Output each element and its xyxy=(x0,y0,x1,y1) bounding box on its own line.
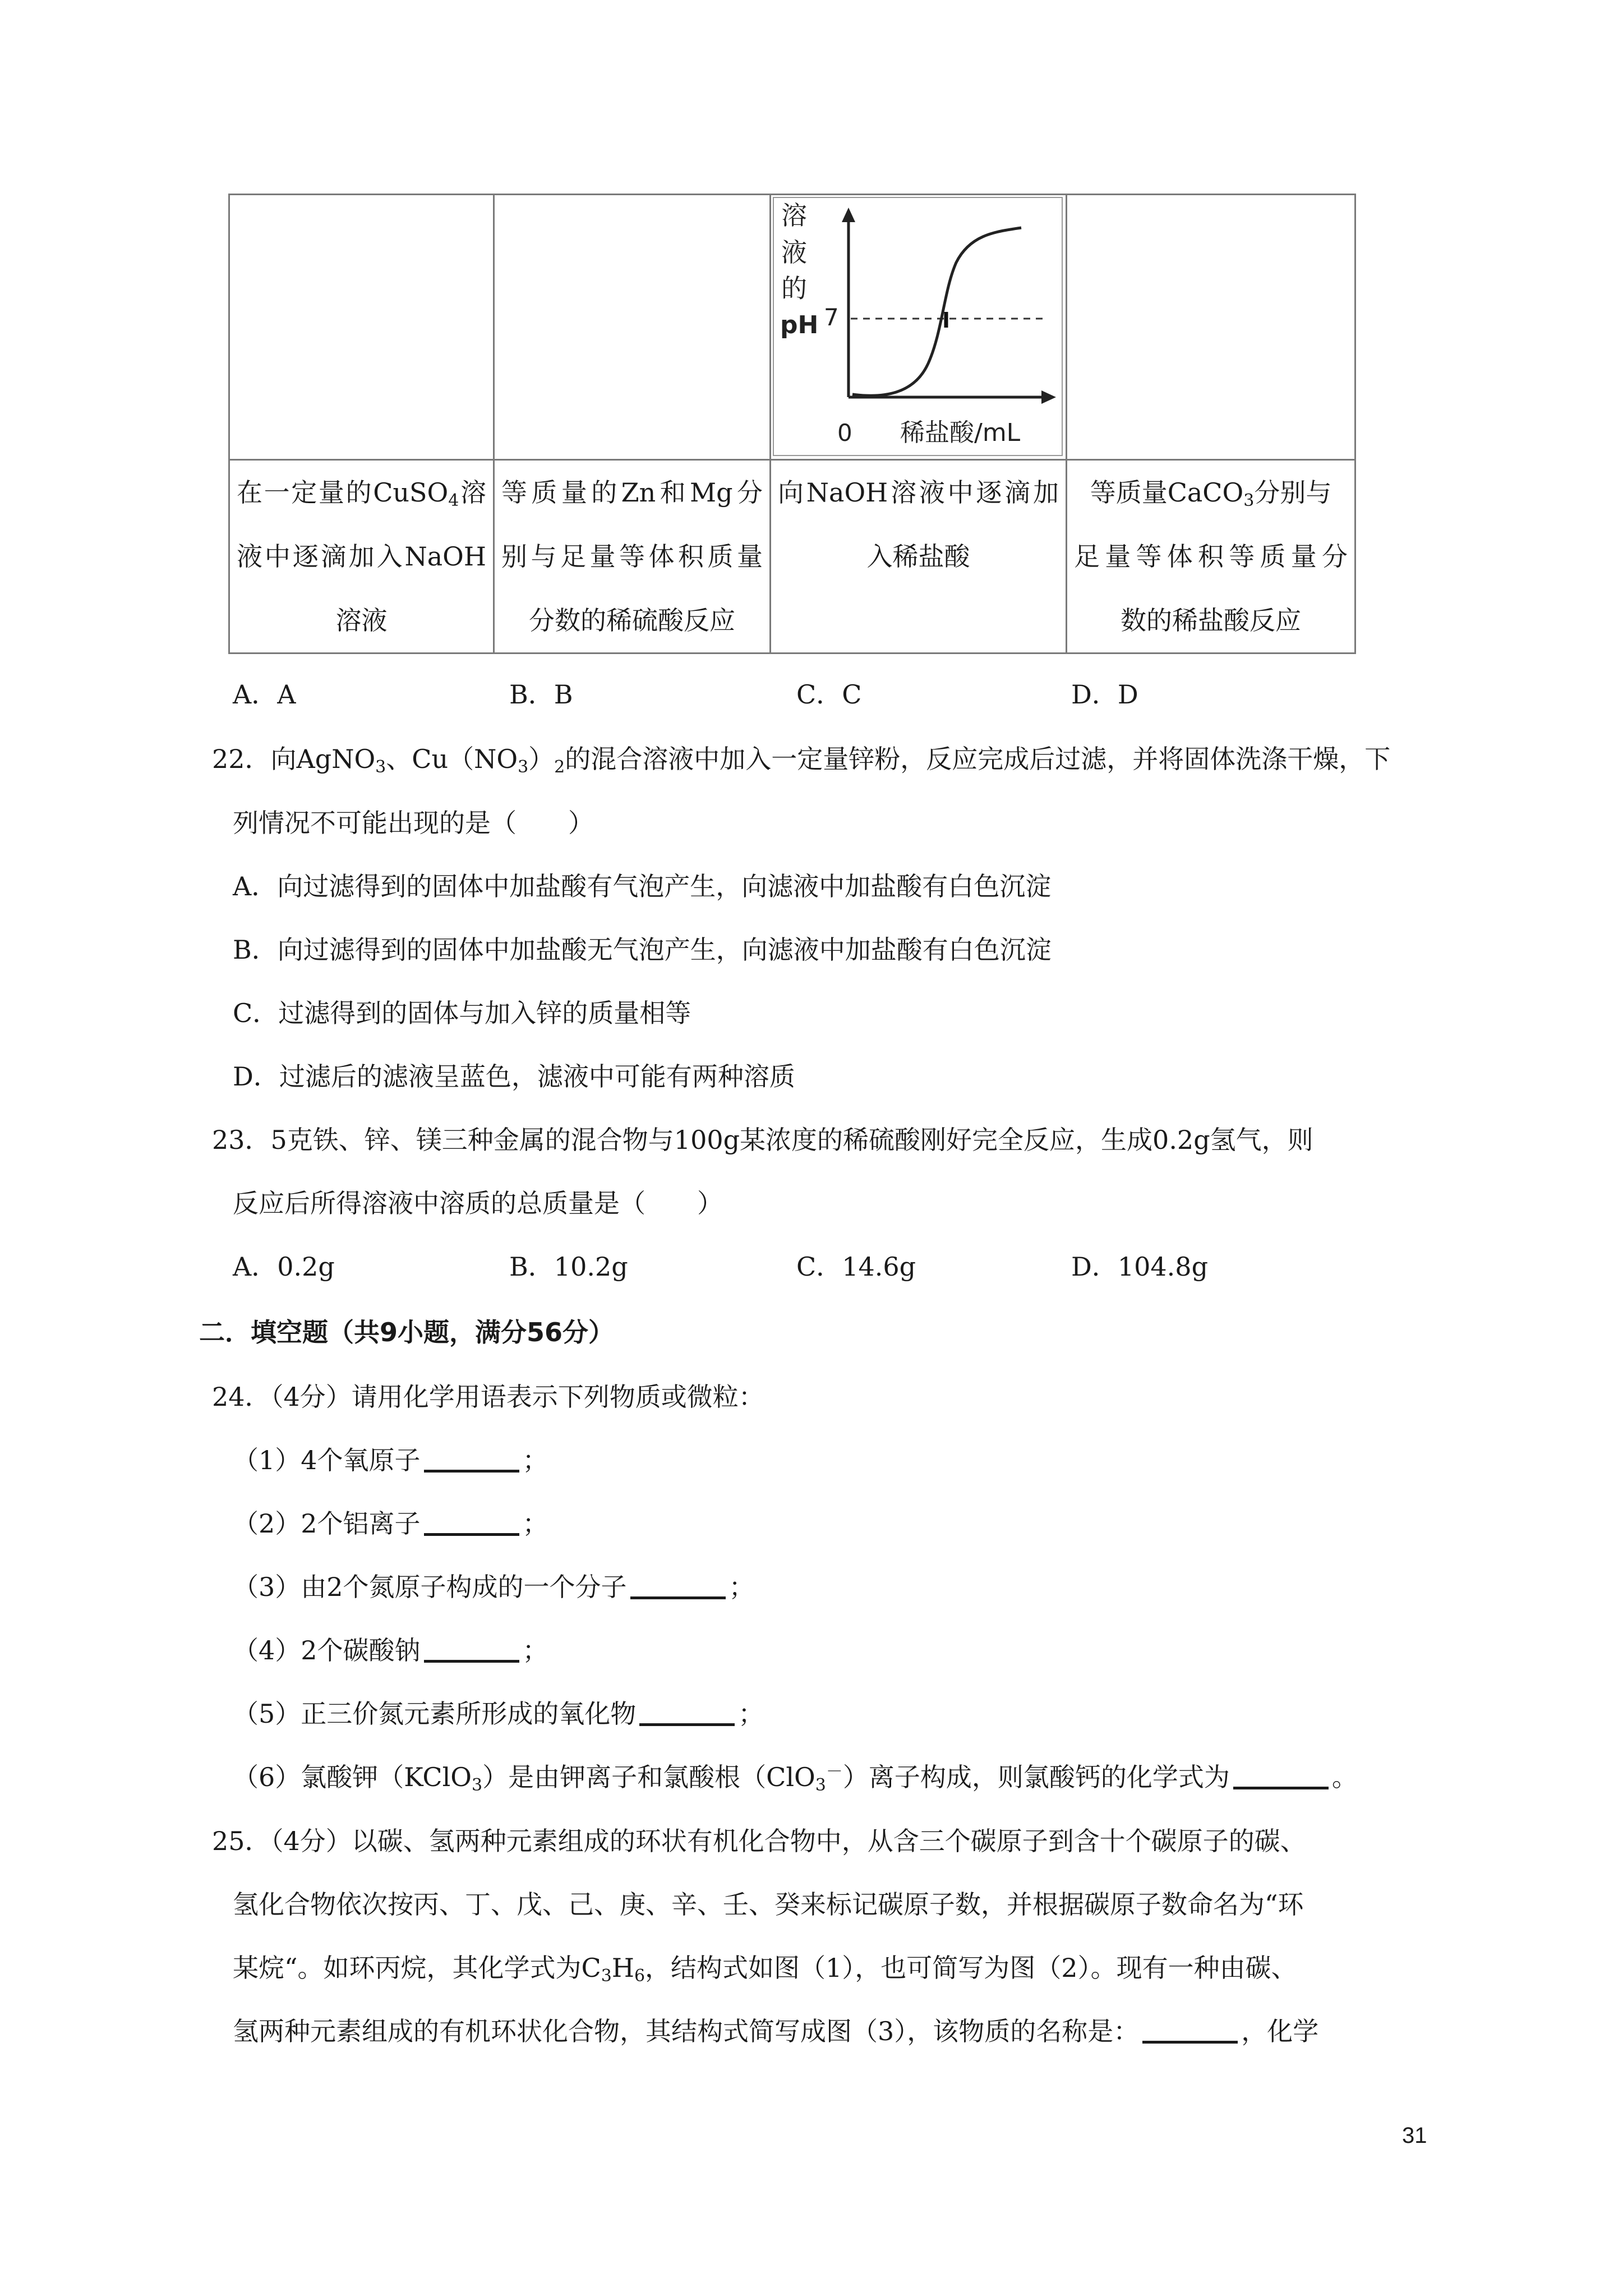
ph-curve xyxy=(852,228,1021,395)
q24-blank-4[interactable] xyxy=(424,1637,519,1663)
x-axis-arrow xyxy=(1041,390,1056,404)
q22-stem-c: ） xyxy=(528,744,555,774)
x-origin-label: 0 xyxy=(837,419,852,447)
q22-option-c: C．过滤得到的固体与加入锌的质量相等 xyxy=(233,998,691,1028)
q22-stem-a: 22．向AgNO xyxy=(212,744,376,774)
q24-item-3 xyxy=(233,1570,755,1604)
q24-item-1-end: ； xyxy=(522,1445,548,1475)
y-label-char-4: pH xyxy=(780,311,819,339)
q24-item-1 xyxy=(233,1443,548,1477)
q25-line3-sub1: 3 xyxy=(601,1966,612,1986)
desc-a-line1b: 溶 xyxy=(459,477,487,508)
q24-item-2 xyxy=(233,1507,548,1540)
q23-option-d: D．104.8g xyxy=(1071,1251,1209,1282)
desc-c-line2: 入稀盐酸 xyxy=(866,541,970,572)
desc-a-sub: 4 xyxy=(448,491,459,510)
description-row xyxy=(229,460,1355,654)
q24-item-6-c: ）离子构成，则氯酸钙的化学式为 xyxy=(842,1762,1230,1792)
q22-option-a: A．向过滤得到的固体中加盐酸有气泡产生，向滤液中加盐酸有白色沉淀 xyxy=(233,871,1052,901)
desc-cell-c xyxy=(771,460,1067,654)
q24-item-5-text: （5）正三价氮元素所形成的氧化物 xyxy=(233,1699,637,1729)
q22-stem-line1 xyxy=(212,742,1390,776)
y-axis-arrow xyxy=(842,208,855,222)
q23-stem-line1: 23．5克铁、锌、镁三种金属的混合物与100g某浓度的稀硫酸刚好完全反应，生成0.2g氢气，则 xyxy=(212,1125,1313,1155)
q21-option-a: A．A xyxy=(233,679,296,710)
q24-item-2-text: （2）2个铝离子 xyxy=(233,1508,421,1539)
q25-line3-a: 某烷“。如环丙烷，其化学式为C xyxy=(233,1953,601,1983)
q24-blank-1[interactable] xyxy=(424,1447,519,1473)
q24-item-6 xyxy=(233,1760,1358,1794)
figure-row xyxy=(229,195,1355,460)
page-number: 31 xyxy=(1402,2123,1427,2148)
q24-item-4-text: （4）2个碳酸钠 xyxy=(233,1635,421,1665)
q23-option-c: C．14.6g xyxy=(796,1251,916,1282)
q24-item-4 xyxy=(233,1634,548,1667)
desc-cell-b xyxy=(494,460,771,654)
q25-line4-a: 氢两种元素组成的有机环状化合物，其结构式简写成图（3），该物质的名称是： xyxy=(233,2016,1140,2046)
q24-item-5-end: ； xyxy=(738,1699,764,1729)
q21-option-table xyxy=(228,194,1356,654)
desc-d-line1: 等质量CaCO xyxy=(1090,477,1244,508)
figure-cell-b xyxy=(494,195,771,460)
q25-line2: 氢化合物依次按丙、丁、戊、己、庚、辛、壬、癸来标记碳原子数，并根据碳原子数命名为“环 xyxy=(233,1889,1304,1920)
desc-a-line2: 液中逐滴加入NaOH xyxy=(237,541,486,572)
q25-line3 xyxy=(233,1951,1297,1985)
q22-stem-d: 的混合溶液中加入一定量锌粉，反应完成后过滤，并将固体洗涤干燥，下 xyxy=(565,744,1391,774)
q24-item-6-sub1: 3 xyxy=(472,1775,483,1795)
q24-item-6-end: 。 xyxy=(1331,1762,1358,1792)
q21-option-c: C．C xyxy=(796,679,862,710)
desc-a-line3: 溶液 xyxy=(335,605,388,636)
x-axis-label: 稀盐酸/mL xyxy=(900,418,1021,447)
figure-cell-a xyxy=(229,195,494,460)
q24-stem: 24．（4分）请用化学用语表示下列物质或微粒： xyxy=(212,1382,764,1412)
q22-stem-b: 、Cu（NO xyxy=(386,744,518,774)
q22-sub-b: 3 xyxy=(518,757,529,777)
q24-item-6-sup: － xyxy=(826,1762,843,1782)
q24-item-6-a: （6）氯酸钾（KClO xyxy=(233,1762,472,1792)
q24-item-6-b: ）是由钾离子和氯酸根（ClO xyxy=(482,1762,815,1792)
q22-sub-a: 3 xyxy=(375,757,386,777)
q21-option-d: D．D xyxy=(1071,679,1138,710)
figure-cell-d xyxy=(1067,195,1355,460)
q21-option-b: B．B xyxy=(509,679,573,710)
q25-blank-1[interactable] xyxy=(1142,2018,1238,2044)
desc-cell-a xyxy=(229,460,494,654)
q22-option-b: B．向过滤得到的固体中加盐酸无气泡产生，向滤液中加盐酸有白色沉淀 xyxy=(233,935,1052,965)
q24-blank-2[interactable] xyxy=(424,1511,519,1536)
q24-item-3-text: （3）由2个氮原子构成的一个分子 xyxy=(233,1572,627,1602)
q25-line4 xyxy=(233,2014,1318,2048)
y-tick-7: 7 xyxy=(824,303,839,331)
q22-stem-line2: 列情况不可能出现的是（ ） xyxy=(233,808,594,838)
q25-line3-b: H xyxy=(611,1953,634,1983)
q24-item-4-end: ； xyxy=(522,1635,548,1665)
q24-blank-3[interactable] xyxy=(630,1574,726,1599)
q24-item-2-end: ； xyxy=(522,1508,548,1539)
desc-d-line2: 足量等体积等质量分 xyxy=(1074,541,1348,572)
q25-line4-b: ，化学 xyxy=(1241,2016,1319,2046)
ph-curve-chart xyxy=(771,195,1067,459)
desc-d-line3: 数的稀盐酸反应 xyxy=(1121,605,1301,636)
desc-b-line3: 分数的稀硫酸反应 xyxy=(529,605,735,636)
q23-stem-line2: 反应后所得溶液中溶质的总质量是（ ） xyxy=(233,1188,723,1218)
q25-line3-c: ，结构式如图（1），也可简写为图（2）。现有一种由碳、 xyxy=(645,1953,1297,1983)
desc-d-line1b: 分别与 xyxy=(1254,477,1332,508)
desc-a-line1: 在一定量的CuSO xyxy=(237,477,449,508)
q25-line1: 25．（4分）以碳、氢两种元素组成的环状有机化合物中，从含三个碳原子到含十个碳原子的碳、 xyxy=(212,1826,1306,1856)
desc-d-sub: 3 xyxy=(1243,491,1255,510)
q24-item-1-text: （1）4个氧原子 xyxy=(233,1445,421,1475)
q24-blank-5[interactable] xyxy=(639,1701,735,1726)
desc-b-line2: 别与足量等体积质量 xyxy=(501,541,763,572)
q23-option-b: B．10.2g xyxy=(509,1251,628,1282)
section-heading: 二．填空题（共9小题，满分56分） xyxy=(199,1317,615,1347)
desc-cell-d xyxy=(1067,460,1355,654)
q24-item-5 xyxy=(233,1697,764,1731)
q24-blank-6[interactable] xyxy=(1233,1764,1329,1789)
y-label-char-1: 溶 xyxy=(781,200,807,231)
q22-option-d: D．过滤后的滤液呈蓝色，滤液中可能有两种溶质 xyxy=(233,1061,795,1092)
q24-item-3-end: ； xyxy=(728,1572,755,1602)
y-label-char-2: 液 xyxy=(781,237,807,268)
q25-line3-sub2: 6 xyxy=(634,1966,645,1986)
q23-option-a: A．0.2g xyxy=(233,1251,335,1282)
q24-item-6-sub2: 3 xyxy=(815,1775,826,1795)
desc-b-line1: 等质量的Zn和Mg分 xyxy=(501,477,763,508)
q22-sub-c: 2 xyxy=(554,757,565,777)
figure-cell-c xyxy=(771,195,1067,460)
desc-c-line1: 向NaOH溶液中逐滴加 xyxy=(778,477,1059,508)
y-label-char-3: 的 xyxy=(781,273,807,303)
